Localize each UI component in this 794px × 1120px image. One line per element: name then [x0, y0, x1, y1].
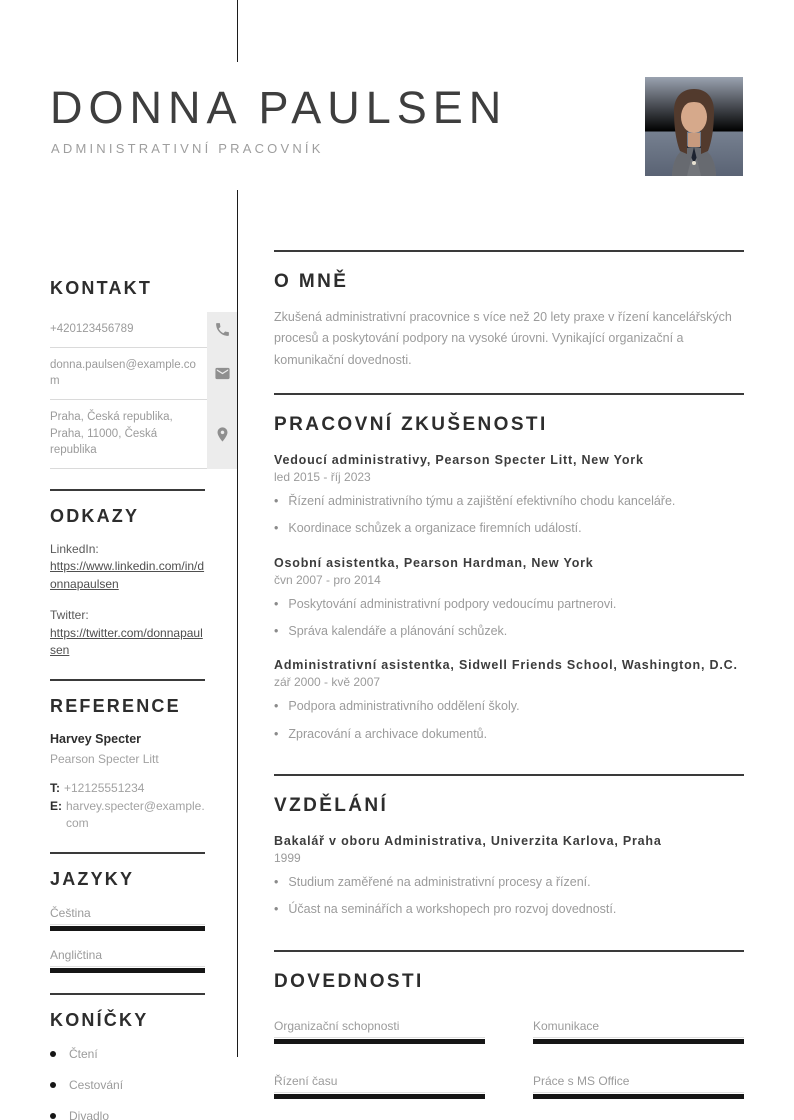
skill-bar-fill: [533, 1039, 744, 1044]
reference-company: Pearson Specter Litt: [50, 751, 159, 766]
skill-bar-fill: [533, 1094, 744, 1099]
reference-phone-row: [50, 780, 237, 797]
hobbies-list: [50, 1047, 237, 1120]
sidebar-section-rule: [50, 993, 205, 995]
job-dates: zář 2000 - kvě 2007: [274, 675, 381, 690]
contact-email-value: donna.paulsen@example.com: [50, 348, 207, 400]
bullet-marker-icon: •: [274, 902, 279, 917]
skill-meter: [274, 1019, 485, 1044]
contact-row-phone: [50, 312, 237, 348]
bullet-marker-icon: •: [274, 623, 279, 638]
hobby-label: Čtení: [69, 1047, 98, 1062]
bullet-marker-icon: •: [274, 596, 279, 611]
job-entry: [274, 658, 744, 774]
reference-heading: REFERENCE: [50, 696, 181, 717]
reference-block: [50, 731, 237, 832]
bullet-row: [274, 595, 744, 614]
skill-name: Práce s MS Office: [533, 1074, 744, 1093]
bullet-row: [274, 697, 744, 716]
skills-heading: DOVEDNOSTI: [274, 970, 424, 992]
job-bullets: [274, 595, 744, 642]
language-bar-track: [50, 926, 205, 931]
hobby-item: [50, 1078, 237, 1092]
contact-heading: KONTAKT: [50, 278, 153, 298]
language-bar-track: [50, 968, 205, 973]
language-name: Čeština: [50, 906, 205, 925]
skill-bar-fill: [274, 1039, 485, 1044]
section-education: [274, 774, 744, 950]
languages-heading: JAZYKY: [50, 869, 135, 890]
location-icon: [207, 400, 237, 469]
phone-icon: [207, 312, 237, 348]
linkedin-label: LinkedIn:: [50, 542, 99, 557]
sidebar-section-rule: [50, 489, 205, 491]
contact-list: [50, 312, 237, 469]
job-bullets: [274, 697, 744, 744]
link-item-linkedin: [50, 541, 237, 593]
job-dates: čvn 2007 - pro 2014: [274, 572, 381, 587]
skill-bar-fill: [274, 1094, 485, 1099]
bullet-text: Koordinace schůzek a organizace firemních událostí.: [288, 521, 582, 536]
sidebar-section-rule: [50, 852, 205, 854]
reference-phone-value: +12125551234: [64, 780, 145, 795]
skill-bar-track: [274, 1094, 485, 1099]
hobbies-heading: KONÍČKY: [50, 1010, 149, 1031]
bullet-row: [274, 492, 744, 511]
reference-phone-label: T:: [50, 780, 60, 795]
link-item-twitter: [50, 607, 237, 659]
skill-meter: [533, 1019, 744, 1044]
language-meter: [50, 948, 205, 973]
bullet-row: [274, 900, 744, 919]
links-heading: ODKAZY: [50, 506, 140, 527]
bullet-row: [274, 622, 744, 641]
hobby-label: Cestování: [69, 1078, 124, 1093]
bullet-text: Řízení administrativního týmu a zajištění efektivního chodu kanceláře.: [288, 493, 676, 508]
skill-meter: [533, 1074, 744, 1099]
contact-phone-value: +420123456789: [50, 312, 207, 348]
content-columns: [50, 190, 794, 1120]
person-name: DONNA PAULSEN: [50, 82, 508, 133]
reference-email-label: E:: [50, 799, 62, 814]
contact-row-email: [50, 348, 237, 400]
bullet-text: Účast na seminářích a workshopech pro rozvoj dovedností.: [288, 902, 617, 917]
contact-row-address: [50, 400, 237, 469]
about-text: Zkušená administrativní pracovnice s více než 20 lety praxe v řízení kancelářských procesů a poskytování podpory na vysoké úrovni. Vynikající organizační a komunikační dovednosti.: [274, 310, 732, 367]
skill-name: Komunikace: [533, 1019, 744, 1038]
job-entry: [274, 556, 744, 642]
bullet-text: Správa kalendáře a plánování schůzek.: [288, 623, 508, 638]
mail-icon: [207, 348, 237, 400]
section-about: [274, 250, 744, 393]
twitter-label: Twitter:: [50, 608, 89, 623]
sidebar-section-rule: [50, 679, 205, 681]
bullet-text: Studium zaměřené na administrativní procesy a řízení.: [288, 875, 591, 889]
language-name: Angličtina: [50, 948, 205, 967]
hobby-label: Divadlo: [69, 1109, 110, 1120]
bullet-marker-icon: •: [274, 521, 279, 536]
bullet-marker-icon: •: [274, 493, 279, 508]
experience-heading: PRACOVNÍ ZKUŠENOSTI: [274, 413, 548, 435]
languages-list: [50, 906, 205, 973]
skill-meter: [274, 1074, 485, 1099]
section-skills: [274, 950, 744, 1120]
language-bar-fill: [50, 968, 205, 973]
skills-grid: [274, 1019, 744, 1120]
job-entry: [274, 453, 744, 539]
job-title-line: Osobní asistentka, Pearson Hardman, New York: [274, 555, 594, 570]
bullet-dot-icon: [50, 1051, 56, 1057]
links-list: [50, 541, 237, 659]
bullet-text: Podpora administrativního oddělení školy.: [288, 699, 520, 714]
twitter-link[interactable]: https://twitter.com/donnapaulsen: [50, 625, 203, 657]
job-bullets: [274, 492, 744, 539]
bullet-marker-icon: •: [274, 699, 279, 714]
reference-name: Harvey Specter: [50, 732, 142, 747]
contact-address-value: Praha, Česká republika, Praha, 11000, Česká republika: [50, 400, 207, 469]
bullet-dot-icon: [50, 1082, 56, 1088]
bullet-row: [274, 519, 744, 538]
bullet-dot-icon: [50, 1113, 56, 1119]
bullet-text: Zpracování a archivace dokumentů.: [288, 726, 488, 741]
job-dates: led 2015 - říj 2023: [274, 469, 371, 484]
bullet-marker-icon: •: [274, 726, 279, 741]
education-bullets: [274, 873, 744, 920]
skill-name: Organizační schopnosti: [274, 1019, 485, 1038]
job-title-line: Administrativní asistentka, Sidwell Friends School, Washington, D.C.: [274, 658, 738, 673]
sidebar: [50, 190, 238, 1120]
about-heading: O MNĚ: [274, 271, 349, 292]
reference-email-value: harvey.specter@example.com: [66, 799, 205, 831]
person-job-title: ADMINISTRATIVNÍ PRACOVNÍK: [51, 141, 324, 156]
section-experience: [274, 393, 744, 774]
portrait-photo: [645, 77, 743, 176]
job-title-line: Vedoucí administrativy, Pearson Specter Litt, New York: [274, 452, 644, 467]
language-meter: [50, 906, 205, 931]
education-heading: VZDĚLÁNÍ: [274, 795, 389, 816]
hobby-item: [50, 1047, 237, 1061]
language-bar-fill: [50, 926, 205, 931]
portrait-photo-graphic: [645, 77, 743, 176]
bullet-text: Poskytování administrativní podpory vedoucímu partnerovi.: [288, 596, 617, 611]
linkedin-link[interactable]: https://www.linkedin.com/in/donnapaulsen: [50, 559, 205, 591]
reference-email-row: [50, 798, 237, 832]
skill-bar-track: [274, 1039, 485, 1044]
education-title-line: Bakalář v oboru Administrativa, Univerzita Karlova, Praha: [274, 834, 662, 848]
skill-name: Řízení času: [274, 1074, 485, 1093]
skill-bar-track: [533, 1039, 744, 1044]
bullet-row: [274, 725, 744, 744]
hobby-item: [50, 1109, 237, 1120]
main-column: [274, 190, 744, 1088]
education-dates: 1999: [274, 851, 301, 865]
header: [0, 0, 794, 190]
skill-bar-track: [533, 1094, 744, 1099]
bullet-marker-icon: •: [274, 875, 279, 889]
education-entry: [274, 834, 744, 950]
bullet-row: [274, 873, 744, 892]
